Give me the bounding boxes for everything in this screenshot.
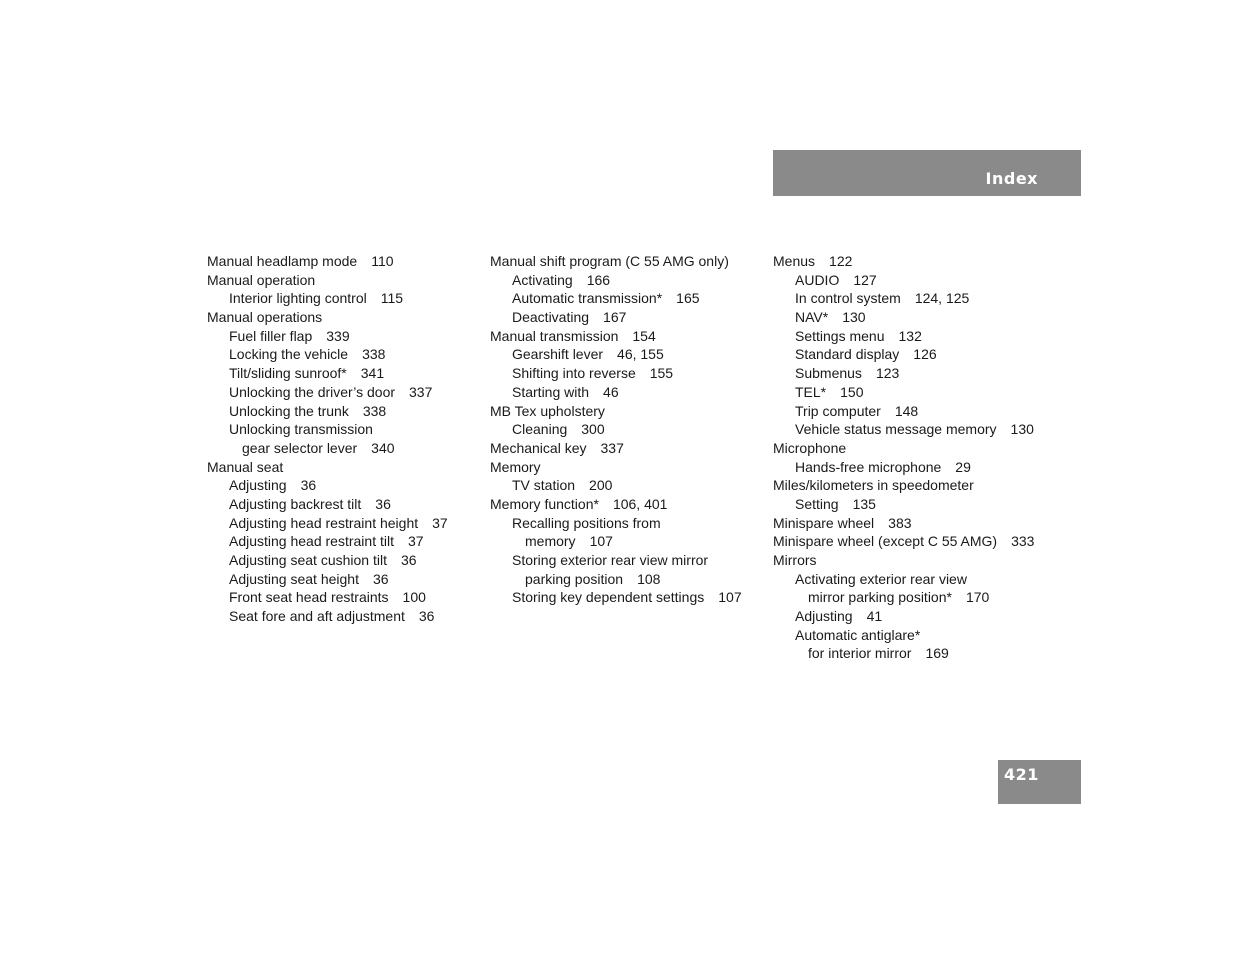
index-page-ref: 36 [375,495,391,512]
index-term: Recalling positions from [512,514,661,531]
index-entry [207,476,477,495]
index-page-ref: 37 [407,533,424,550]
index-page-ref: 123 [875,365,900,382]
index-term: Adjusting seat cushion tilt [229,552,387,568]
index-page-ref: 333 [1011,533,1035,550]
section-header-bar [773,150,1081,196]
index-entry [773,439,1043,458]
index-entry [490,551,760,570]
page-number-box [998,760,1081,804]
index-page-ref: 36 [300,477,317,494]
index-page-ref: 41 [866,608,883,625]
index-page-ref: 130 [842,309,866,326]
index-term: Microphone [773,439,847,456]
index-entry [490,458,760,477]
index-entry [773,551,1043,570]
index-term: Activating exterior rear view [795,570,967,587]
index-page-ref: 37 [432,514,448,531]
index-entry [773,289,1043,308]
index-term: Minispare wheel (except C 55 AMG) [773,533,998,550]
index-page-ref: 169 [925,645,949,662]
page-number: 421 [1004,765,1039,784]
index-page-ref: 341 [360,365,385,382]
index-entry [207,514,477,533]
index-entry [490,289,760,308]
index-entry [773,588,1043,607]
index-page-ref: 339 [326,327,350,344]
index-entry [490,420,760,439]
index-page-ref: 337 [600,439,624,456]
index-term: Deactivating [512,309,590,326]
index-page-ref: 166 [586,271,611,288]
index-entry [490,439,760,458]
index-page-ref: 127 [853,271,877,288]
index-entry [773,271,1043,290]
index-entry [773,345,1043,364]
index-entry [207,289,477,308]
index-term: Standard display [795,346,900,363]
index-term: Gearshift lever [512,346,604,363]
index-entry [773,570,1043,589]
index-entry [773,402,1043,421]
index-page-ref: 29 [955,458,971,475]
index-entry [773,383,1043,402]
index-term: AUDIO [795,271,840,288]
index-term: Vehicle status message memory [795,421,997,438]
index-page-ref: 107 [589,533,613,550]
index-entry [773,252,1043,271]
index-page-ref: 110 [371,253,394,269]
index-entry [490,514,760,533]
index-entry [773,532,1043,551]
index-term: Adjusting [229,477,287,494]
index-page-ref: 167 [603,309,627,326]
index-entry [207,252,477,271]
index-page-ref: 124, 125 [914,290,970,307]
index-term: Manual operations [207,309,323,326]
index-entry [207,420,477,439]
index-entry [490,364,760,383]
index-entry [207,439,477,458]
index-term: TEL* [795,383,827,400]
index-term: NAV* [795,309,829,326]
index-term: TV station [512,477,576,494]
index-term: MB Tex upholstery [490,402,605,419]
index-page-ref: 106, 401 [612,495,668,512]
index-term: for interior mirror [808,645,912,662]
index-entry [207,607,477,626]
index-entry [490,495,760,514]
index-page-ref: 46, 155 [617,346,664,363]
index-term: Trip computer [795,402,881,419]
index-entry [207,271,477,290]
index-page-ref: 36 [372,570,389,587]
index-term: Unlocking transmission [229,421,373,438]
index-entry [490,588,760,607]
index-term: Cleaning [512,421,568,438]
index-entry [207,402,477,421]
index-term: parking position [525,570,624,587]
index-entry [490,476,760,495]
index-term: mirror parking position* [808,589,952,606]
index-page-ref: 383 [888,514,912,531]
index-term: Unlocking the driver’s door [229,383,396,400]
index-term: Adjusting backrest tilt [229,495,362,512]
index-entry [773,327,1043,346]
index-page-ref: 150 [840,383,864,400]
index-term: Adjusting seat height [229,570,359,587]
index-page-ref: 36 [418,608,435,625]
index-page-ref: 135 [852,495,876,512]
index-term: Mechanical key [490,439,587,456]
index-entry [207,551,477,570]
index-page-ref: 108 [637,570,661,587]
index-term: Manual shift program (C 55 AMG only) [490,253,729,269]
index-term: In control system [795,290,901,307]
index-page-ref: 122 [829,253,853,269]
index-term: Hands-free microphone [795,458,942,475]
index-entry [490,308,760,327]
section-title: Index [985,169,1038,188]
index-page-ref: 165 [676,290,700,307]
index-term: memory [525,533,576,550]
index-entry [773,495,1043,514]
index-term: Locking the vehicle [229,346,349,363]
index-page-ref: 107 [718,589,742,606]
index-term: Manual seat [207,458,284,475]
index-term: Miles/kilometers in speedometer [773,477,974,494]
index-entry [773,476,1043,495]
index-term: Memory function* [490,495,599,512]
index-page-ref: 337 [409,383,433,400]
index-term: Automatic antiglare* [795,626,921,643]
index-term: Setting [795,495,839,512]
index-page-ref: 130 [1010,421,1034,438]
index-term: Activating [512,271,573,288]
index-term: Mirrors [773,552,817,568]
index-entry [207,570,477,589]
index-term: Menus [773,253,816,269]
index-entry [207,308,477,327]
index-term: Memory [490,458,541,475]
index-term: Manual transmission [490,327,619,344]
index-entry [773,364,1043,383]
index-page-ref: 155 [649,365,674,382]
index-entry [773,607,1043,626]
index-page-ref: 300 [581,421,605,438]
index-term: Tilt/sliding sunroof* [229,365,347,382]
index-column-2 [490,252,760,607]
index-page-ref: 36 [400,552,417,568]
index-entry [773,514,1043,533]
index-entry [490,402,760,421]
index-entry [773,420,1043,439]
index-page-ref: 154 [632,327,656,344]
index-page-ref: 115 [380,290,404,307]
index-entry [490,383,760,402]
index-entry [773,626,1043,645]
index-entry [490,345,760,364]
index-term: Manual headlamp mode [207,253,358,269]
index-column-1 [207,252,477,626]
index-term: Minispare wheel [773,514,875,531]
index-term: Settings menu [795,327,885,344]
index-column-3 [773,252,1043,663]
index-page-ref: 100 [402,589,426,606]
index-entry [207,588,477,607]
index-entry [773,458,1043,477]
index-page-ref: 338 [362,402,387,419]
index-page-ref: 132 [898,327,922,344]
index-term: Front seat head restraints [229,589,389,606]
index-entry [207,364,477,383]
index-entry [490,570,760,589]
index-term: gear selector lever [242,439,358,456]
index-entry [207,383,477,402]
index-term: Adjusting [795,608,853,625]
index-page-ref: 170 [965,589,990,606]
index-page-ref: 126 [913,346,937,363]
index-term: Storing key dependent settings [512,589,705,606]
index-entry [207,495,477,514]
index-entry [490,252,760,271]
index-entry [490,532,760,551]
index-term: Adjusting head restraint tilt [229,533,394,550]
index-page-ref: 338 [362,346,386,363]
index-entry [490,327,760,346]
index-term: Submenus [795,365,862,382]
index-term: Fuel filler flap [229,327,313,344]
index-term: Seat fore and aft adjustment [229,608,405,625]
index-term: Interior lighting control [229,290,367,307]
index-entry [773,308,1043,327]
index-term: Automatic transmission* [512,290,663,307]
index-page-ref: 200 [589,477,613,494]
index-entry [207,327,477,346]
index-page-ref: 340 [371,439,395,456]
index-entry [207,532,477,551]
index-term: Adjusting head restraint height [229,514,419,531]
index-page-ref: 148 [894,402,919,419]
index-entry [207,345,477,364]
index-term: Starting with [512,383,590,400]
index-term: Unlocking the trunk [229,402,349,419]
index-term: Manual operation [207,271,316,288]
index-entry [207,458,477,477]
index-entry [490,271,760,290]
index-term: Shifting into reverse [512,365,636,382]
index-page-ref: 46 [603,383,619,400]
index-term: Storing exterior rear view mirror [512,552,709,568]
index-entry [773,644,1043,663]
